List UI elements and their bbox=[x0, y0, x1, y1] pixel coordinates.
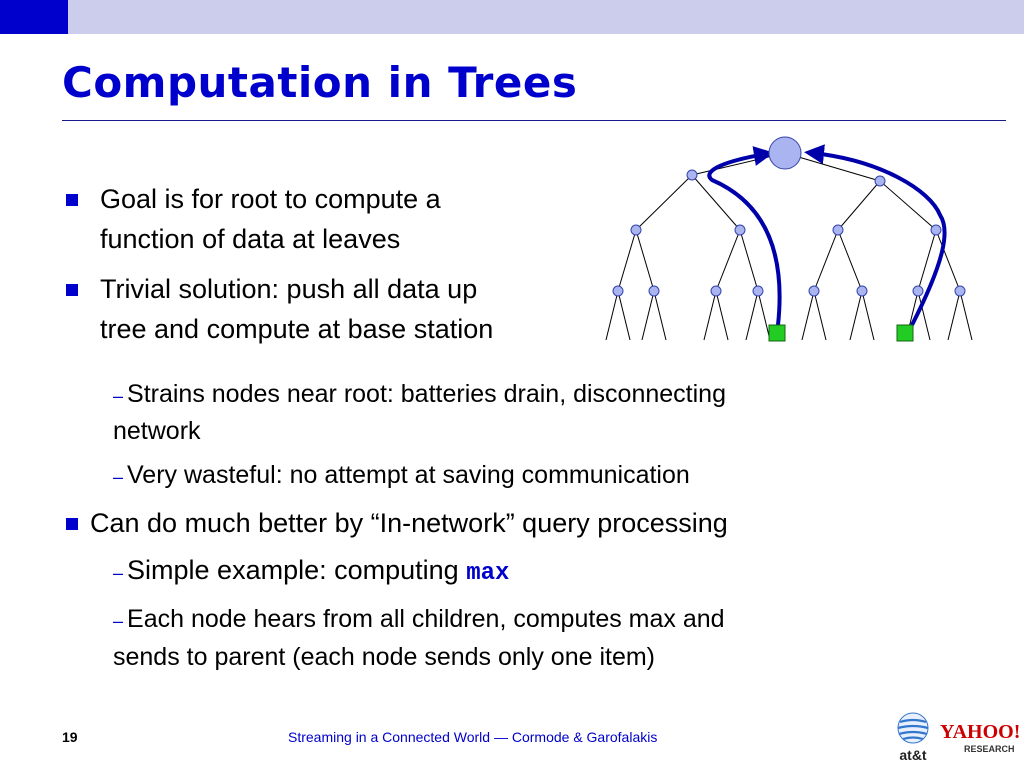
sub-bullet-strains-line-1 bbox=[113, 374, 726, 416]
top-band bbox=[0, 0, 1024, 34]
bullet-2-line-1: Trivial solution: push all data up bbox=[100, 274, 478, 304]
slide-number: 19 bbox=[62, 729, 78, 745]
sub-bullet-text: Very wasteful: no attempt at saving communication bbox=[127, 461, 690, 489]
dash-marker: – bbox=[113, 386, 124, 406]
sub-bullet-text: Simple example: computing bbox=[127, 555, 467, 585]
bullet-marker bbox=[66, 518, 78, 530]
yahoo-research-logo bbox=[938, 718, 1024, 758]
bullet-marker bbox=[66, 194, 78, 206]
sub-bullet-wasteful bbox=[113, 455, 690, 497]
slide-title: Computation in Trees bbox=[62, 58, 578, 107]
title-divider bbox=[62, 120, 1006, 121]
data-flow-arrow-left bbox=[709, 154, 779, 325]
att-logo bbox=[890, 708, 936, 764]
dash-marker: – bbox=[113, 467, 124, 487]
att-logo-text: at&t bbox=[899, 747, 927, 763]
bullet-marker bbox=[66, 284, 78, 296]
bullet-3: Can do much better by “In-network” query processing bbox=[90, 508, 728, 538]
dash-marker: – bbox=[113, 611, 124, 631]
code-max: max bbox=[466, 560, 510, 587]
bullet-1-line-1: Goal is for root to compute a bbox=[100, 184, 441, 214]
research-logo-text: RESEARCH bbox=[964, 744, 1015, 754]
leaf-data-square bbox=[769, 325, 785, 341]
footer-text: Streaming in a Connected World — Cormode & Garofalakis bbox=[288, 729, 658, 745]
sub-bullet-example bbox=[113, 550, 509, 594]
yahoo-logo-text: YAHOO! bbox=[940, 721, 1021, 743]
sub-bullet-each-node-line-1 bbox=[113, 599, 725, 641]
tree-diagram bbox=[590, 130, 990, 350]
bullet-1-line-2: function of data at leaves bbox=[100, 224, 401, 254]
sub-bullet-text: Strains nodes near root: batteries drain, disconnecting bbox=[127, 380, 726, 408]
tree-nodes bbox=[613, 170, 965, 296]
root-node bbox=[769, 137, 801, 169]
bullet-2-line-2: tree and compute at base station bbox=[100, 314, 494, 344]
leaf-data-square bbox=[897, 325, 913, 341]
top-accent-block bbox=[0, 0, 68, 34]
dash-marker: – bbox=[113, 563, 124, 583]
sub-bullet-each-node-line-2: sends to parent (each node sends only one item) bbox=[113, 643, 656, 671]
sub-bullet-strains-line-2: network bbox=[113, 417, 201, 445]
sub-bullet-text: Each node hears from all children, computes max and bbox=[127, 605, 725, 633]
